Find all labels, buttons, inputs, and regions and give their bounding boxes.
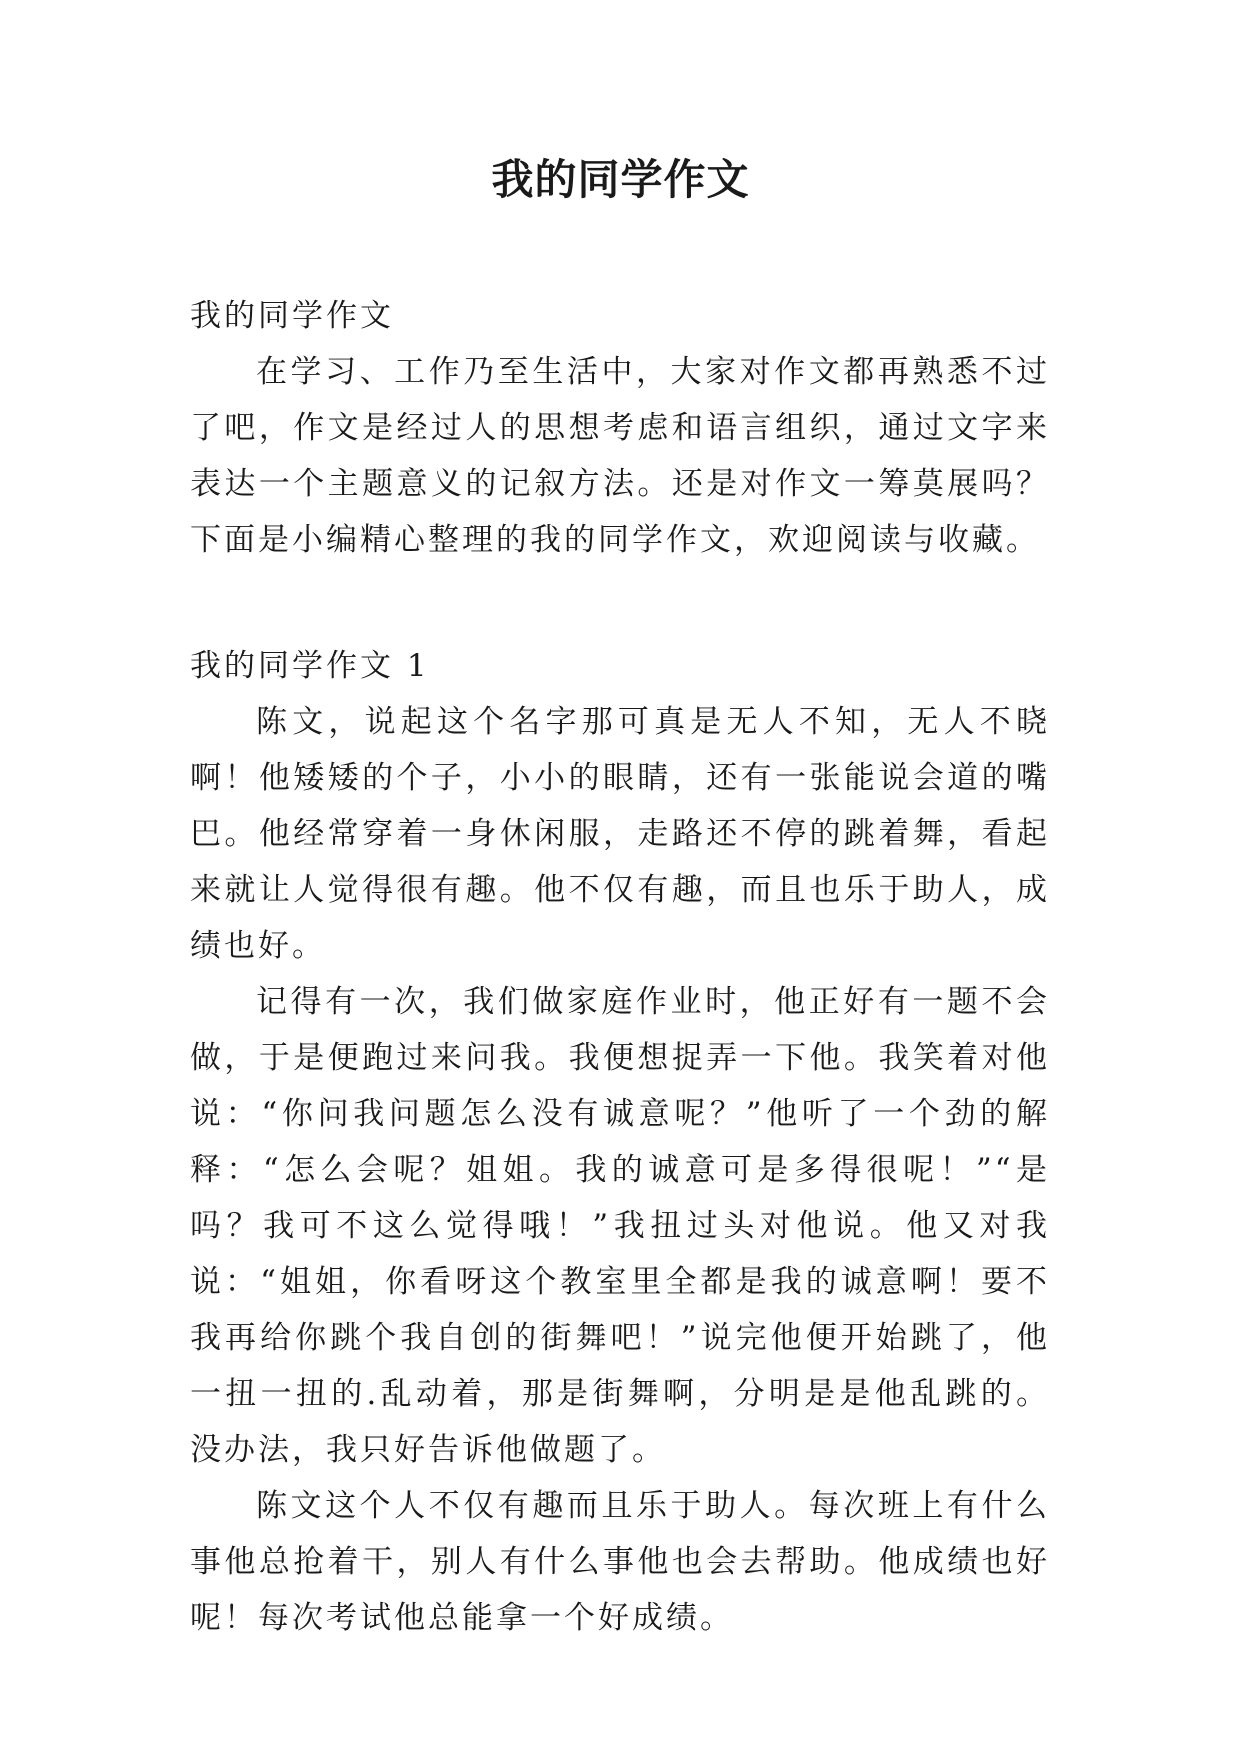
intro-paragraph: 在学习、工作乃至生活中，大家对作文都再熟悉不过了吧，作文是经过人的思想考虑和语言组织，通过文字来表达一个主题意义的记叙方法。还是对作文一筹莫展吗？下面是小编精心整理的我的同学作文，欢迎阅读与收藏。 xyxy=(190,354,1050,558)
essay-1-paragraph-3: 陈文这个人不仅有趣而且乐于助人。每次班上有什么事他总抢着干，别人有什么事他也会去帮助。他成绩也好呢！每次考试他总能拿一个好成绩。 xyxy=(190,1488,1050,1636)
intro-heading: 我的同学作文 xyxy=(190,298,394,334)
essay-1-heading: 我的同学作文 1 xyxy=(190,648,430,684)
document-title: 我的同学作文 xyxy=(491,155,750,204)
intro-section xyxy=(190,288,1050,568)
essay-1-section xyxy=(190,638,1050,1646)
essay-1-paragraph-1: 陈文，说起这个名字那可真是无人不知，无人不晓啊！他矮矮的个子，小小的眼睛，还有一张能说会道的嘴巴。他经常穿着一身休闲服，走路还不停的跳着舞，看起来就让人觉得很有趣。他不仅有趣，而且也乐于助人，成绩也好。 xyxy=(190,704,1050,964)
essay-1-paragraph-2: 记得有一次，我们做家庭作业时，他正好有一题不会做，于是便跑过来问我。我便想捉弄一下他。我笑着对他说：“你问我问题怎么没有诚意呢？”他听了一个劲的解释：“怎么会呢？姐姐。我的诚意可是多得很呢！”“是吗？我可不这么觉得哦！”我扭过头对他说。他又对我说：“姐姐，你看呀这个教室里全都是我的诚意啊！要不我再给你跳个我自创的街舞吧！”说完他便开始跳了，他一扭一扭的.乱动着，那是街舞啊，分明是是他乱跳的。没办法，我只好告诉他做题了。 xyxy=(190,984,1050,1468)
